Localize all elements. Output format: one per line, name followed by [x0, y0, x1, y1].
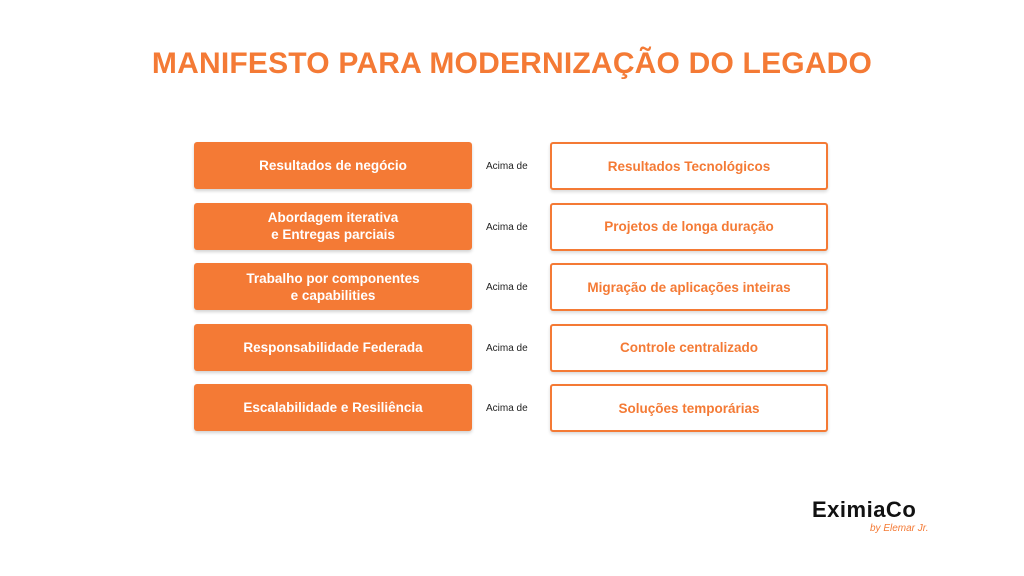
value-text: Trabalho por componentes e capabilities	[246, 270, 420, 303]
value-box	[194, 263, 472, 310]
over-label: Acima de	[486, 161, 528, 172]
eximiaco-logo	[812, 497, 962, 547]
logo-tagline: by Elemar Jr.	[870, 523, 929, 534]
manifesto-row	[194, 142, 830, 191]
compared-box	[550, 142, 828, 190]
manifesto-rows	[194, 142, 830, 445]
value-box	[194, 384, 472, 431]
compared-box	[550, 263, 828, 311]
compared-text: Soluções temporárias	[618, 400, 760, 416]
manifesto-row	[194, 324, 830, 373]
compared-text: Controle centralizado	[619, 340, 759, 355]
compared-box	[550, 384, 828, 432]
over-label: Acima de	[486, 403, 528, 414]
over-label: Acima de	[486, 342, 528, 354]
compared-box	[550, 324, 828, 372]
over-label: Acima de	[486, 282, 528, 293]
manifesto-row	[194, 384, 830, 433]
compared-text: Projetos de longa duração	[604, 219, 774, 234]
compared-text: Migração de aplicações inteiras	[587, 279, 791, 295]
value-text: Escalabilidade e Resiliência	[243, 400, 423, 415]
over-label: Acima de	[486, 221, 528, 233]
compared-text: Resultados Tecnológicos	[607, 158, 771, 174]
page-title: MANIFESTO PARA MODERNIZAÇÃO DO LEGADO	[151, 47, 873, 80]
value-text: Abordagem iterativa e Entregas parciais	[267, 210, 399, 242]
value-text: Responsabilidade Federada	[243, 339, 423, 355]
logo-wordmark: EximiaCo	[812, 497, 917, 522]
value-box	[194, 142, 472, 189]
value-text: Resultados de negócio	[259, 158, 407, 173]
compared-box	[550, 203, 828, 251]
manifesto-row	[194, 203, 830, 252]
value-box	[194, 203, 472, 250]
manifesto-row	[194, 263, 830, 312]
value-box	[194, 324, 472, 371]
